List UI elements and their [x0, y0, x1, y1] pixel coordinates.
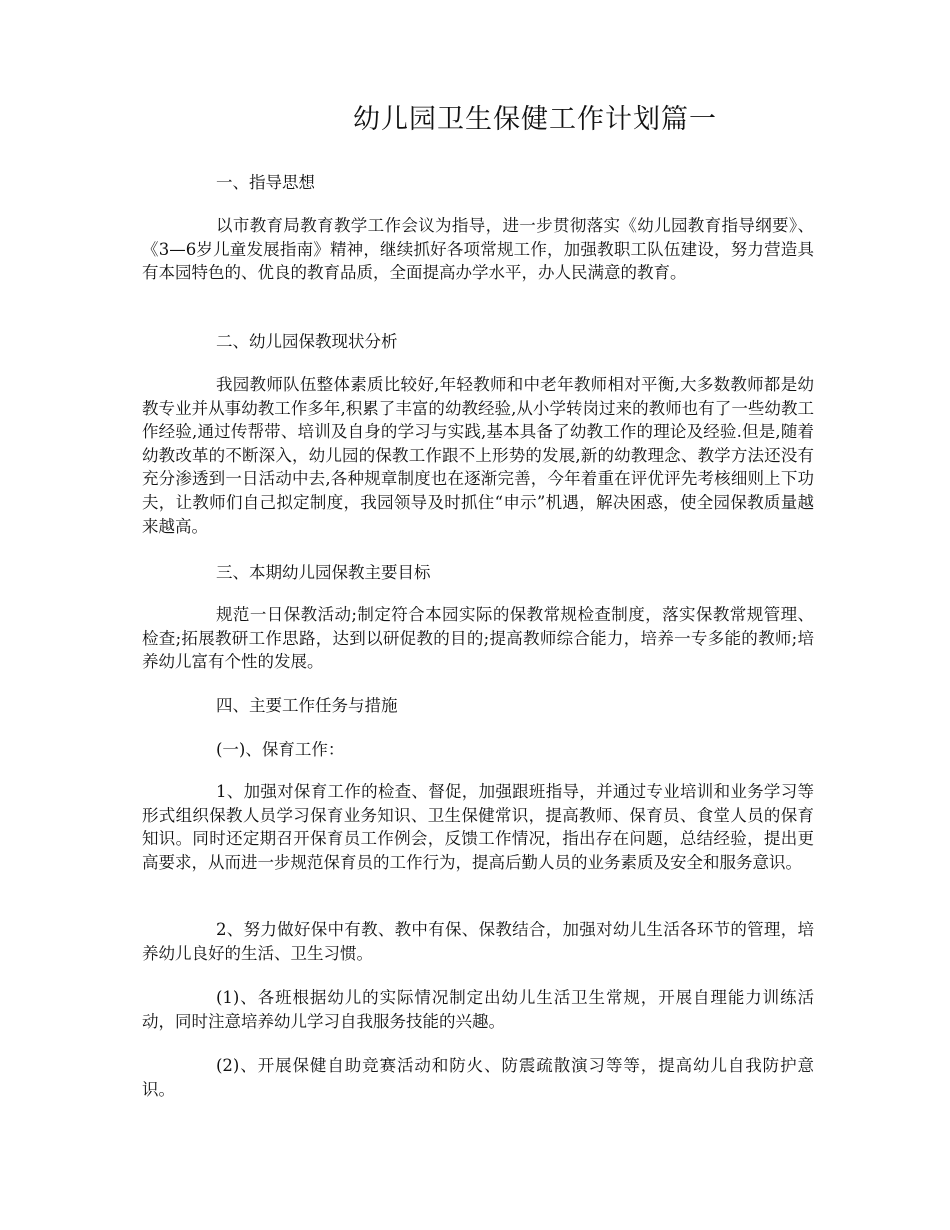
paragraph-6: (1)、各班根据幼儿的实际情况制定出幼儿生活卫生常规，开展自理能力训练活动，同时注意培养幼儿学习自我服务技能的兴趣。	[142, 988, 814, 1031]
paragraph-1: 以市教育局教育教学工作会议为指导，进一步贯彻落实《幼儿园教育指导纲要》、《3—6岁儿童发展指南》精神，继续抓好各项常规工作，加强教职工队伍建设，努力营造具有本园特色的、优良的教育品质，全面提高办学水平，办人民满意的教育。	[142, 216, 814, 283]
paragraph-3: 规范一日保教活动;制定符合本园实际的保教常规检查制度，落实保教常规管理、检查;拓展教研工作思路，达到以研促教的目的;提高教师综合能力，培养一专多能的教师;培养幼儿富有个性的发展。	[142, 605, 814, 672]
subsection-heading-1: (一)、保育工作：	[216, 740, 345, 759]
paragraph-7: (2)、开展保健自助竞赛活动和防火、防震疏散演习等等，提高幼儿自我防护意识。	[142, 1056, 814, 1099]
paragraph-2: 我园教师队伍整体素质比较好,年轻教师和中老年教师相对平衡,大多数教师都是幼教专业并从事幼教工作多年,积累了丰富的幼教经验,从小学转岗过来的教师也有了一些幼教工作经验,通过传帮带、培训及自身的学习与实践,基本具备了幼教工作的理论及经验.但是,随着幼教改革的不断深入，幼儿园的保教工作跟不上形势的发展,新的幼教理念、教学方法还没有充分渗透到一日活动中去,各种规章制度也在逐渐完善，今年着重在评优评先考核细则上下功夫，让教师们自己拟定制度，我园领导及时抓住“申示”机遇，解决困惑，使全园保教质量越来越高。	[142, 375, 814, 536]
section-heading-3: 三、本期幼儿园保教主要目标	[216, 563, 431, 582]
section-heading-2: 二、幼儿园保教现状分析	[216, 332, 398, 351]
section-heading-4: 四、主要工作任务与措施	[216, 696, 398, 715]
paragraph-5: 2、努力做好保中有教、教中有保、保教结合，加强对幼儿生活各环节的管理，培养幼儿良好的生活、卫生习惯。	[142, 920, 814, 963]
document-title: 幼儿园卫生保健工作计划篇一	[353, 104, 717, 135]
paragraph-4: 1、加强对保育工作的检查、督促，加强跟班指导，并通过专业培训和业务学习等形式组织保教人员学习保育业务知识、卫生保健常识，提高教师、保育员、食堂人员的保育知识。同时还定期召开保育员工作例会，反馈工作情况，指出存在问题，总结经验，提出更高要求，从而进一步规范保育员的工作行为，提高后勤人员的业务素质及安全和服务意识。	[142, 782, 814, 872]
section-heading-1: 一、指导思想	[216, 173, 315, 192]
